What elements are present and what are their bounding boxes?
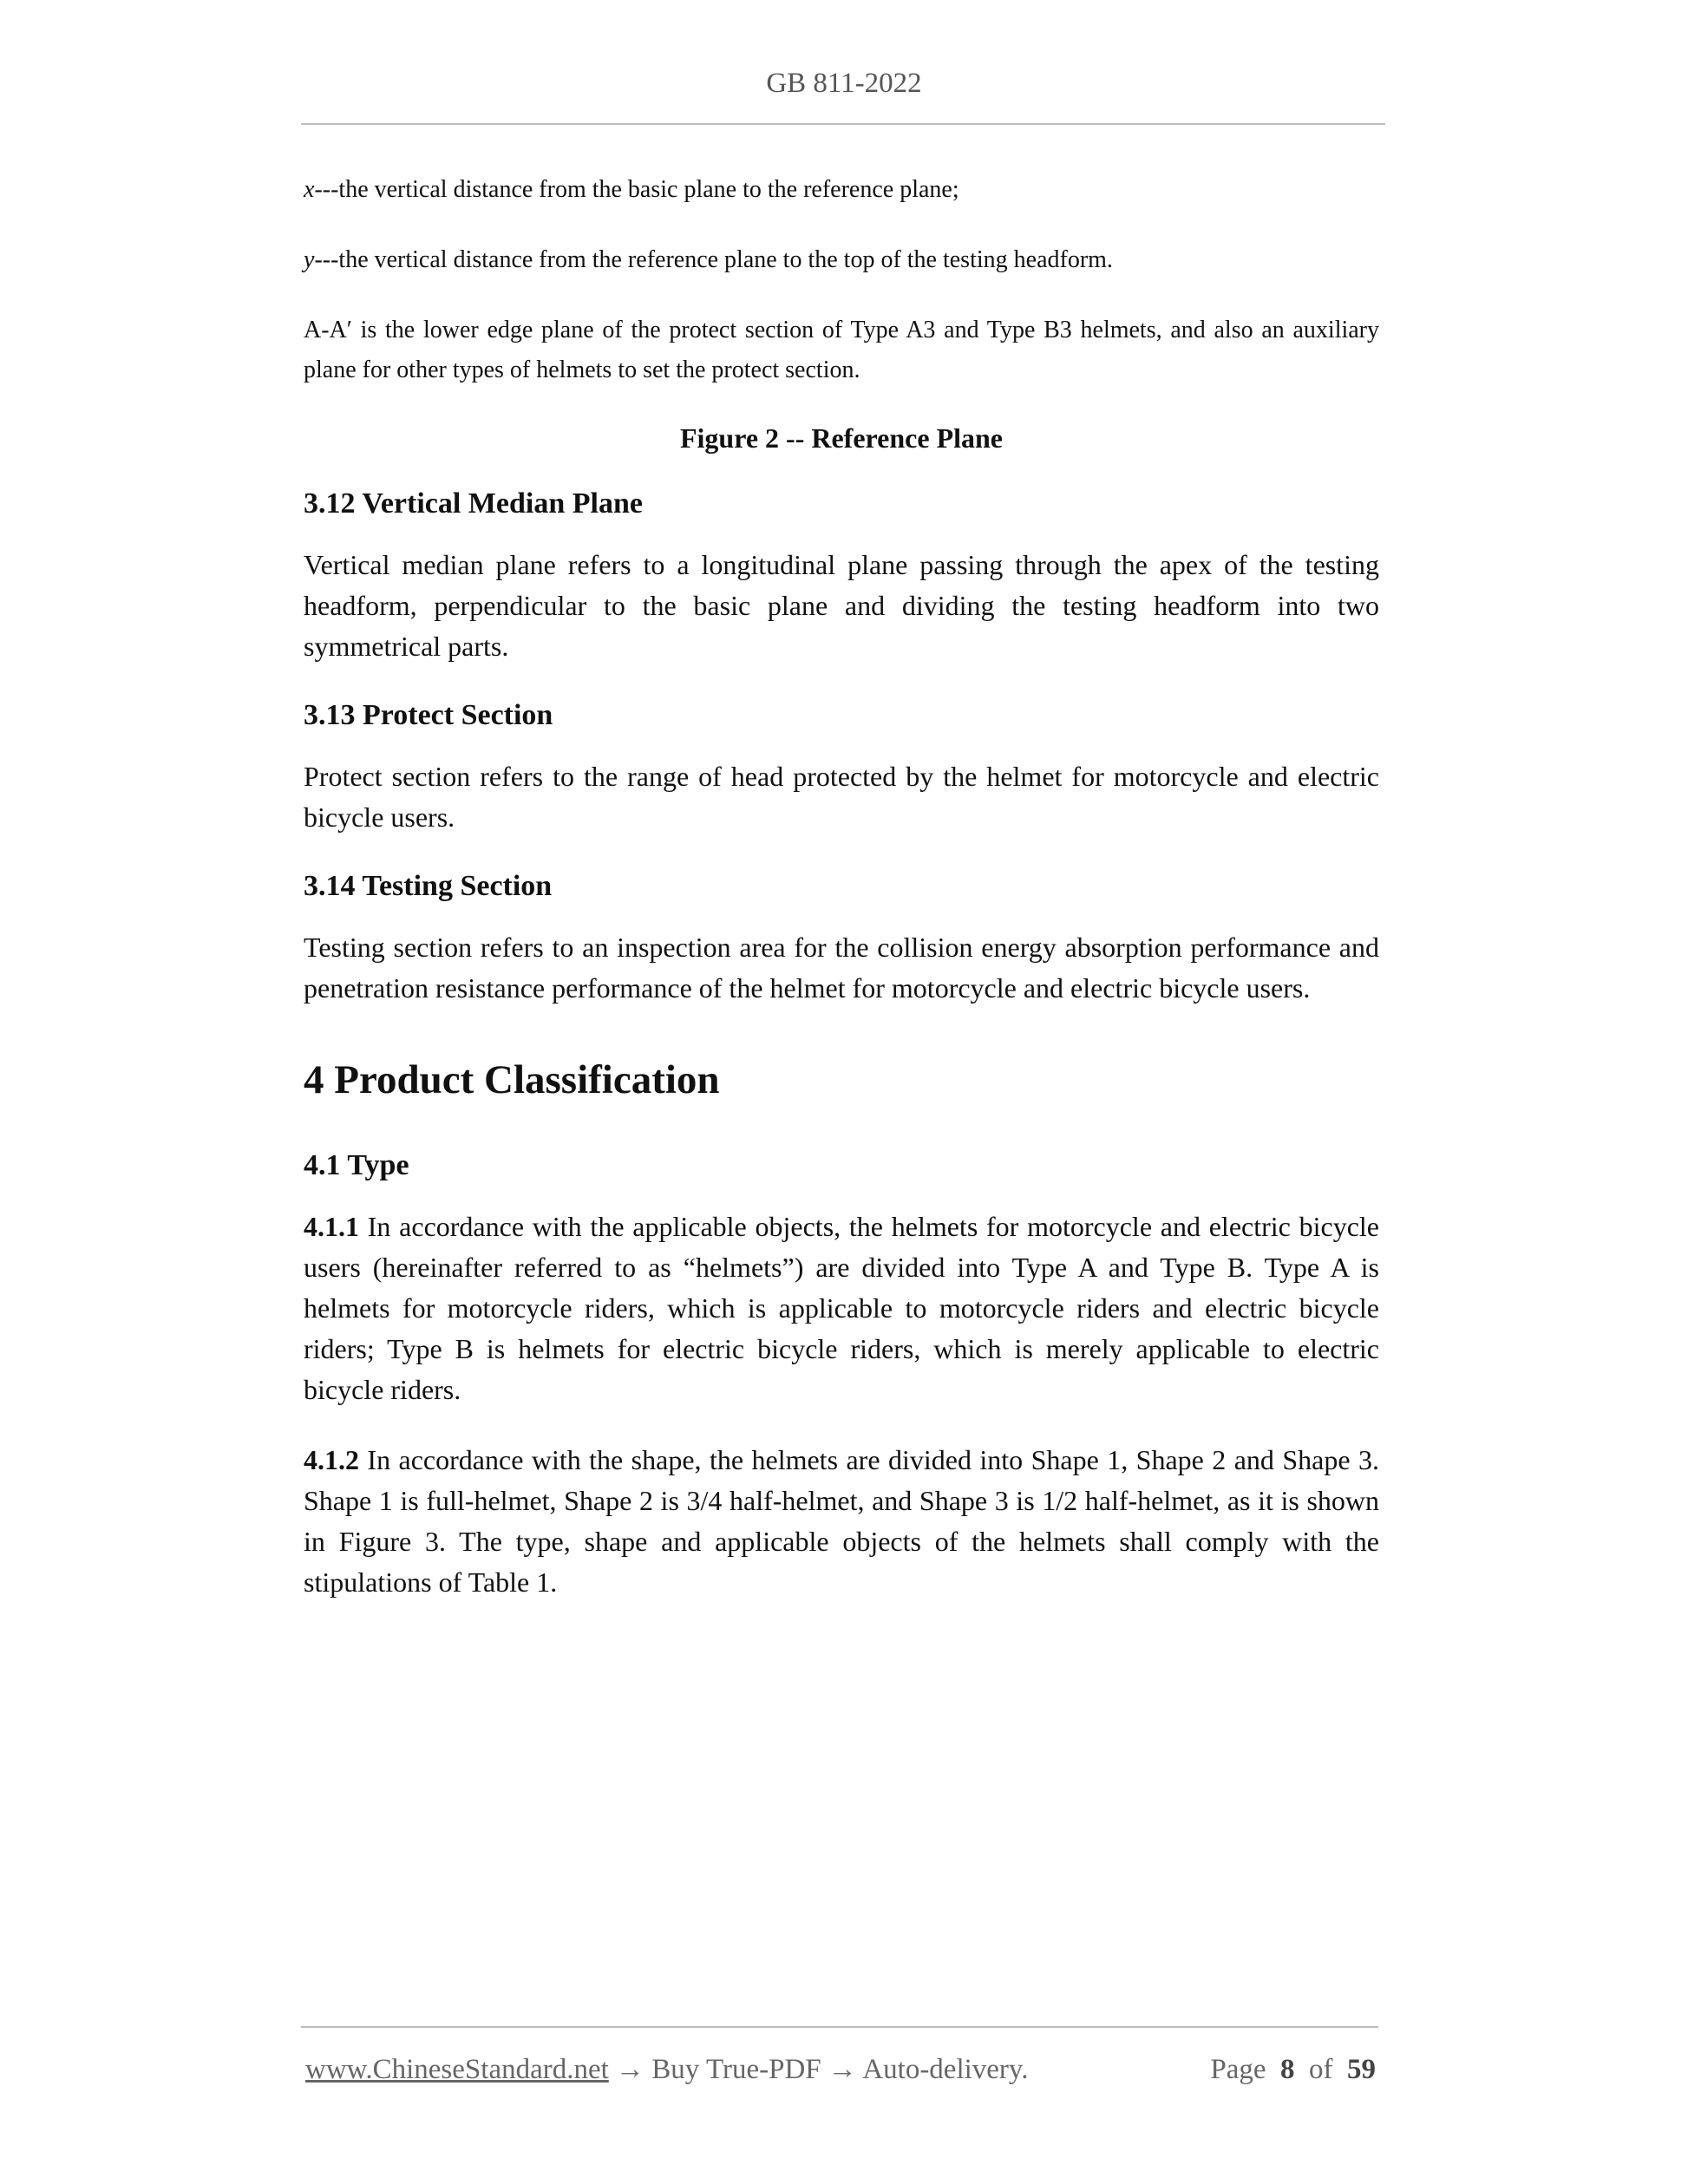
total-pages: 59 [1347, 2054, 1376, 2085]
x-variable-text: ---the vertical distance from the basic plane to the reference plane; [314, 176, 959, 203]
section-3-14-title: 3.14 Testing Section [304, 870, 553, 902]
y-variable-note [304, 240, 1379, 280]
arrow-right-icon: → [821, 2054, 863, 2085]
arrow-right-icon: → [608, 2054, 652, 2085]
header-divider [301, 123, 1385, 125]
clause-4-1-1-text: In accordance with the applicable objects, the helmets for motorcycle and electric bicycle users (hereinafter referred to as “helmets”) are divided into Type A and Type B. Type A is helmets for motorcycle riders, which is applicable to motorcycle riders and electric bicycle riders; Type B is helmets for electric bicycle riders, which is merely applicable to electric bicycle riders. [304, 1211, 1379, 1405]
clause-4-1-2-text: In accordance with the shape, the helmets are divided into Shape 1, Shape 2 and Shape 3. Shape 1 is full-helmet, Shape 2 is 3/4 half-helmet, and Shape 3 is 1/2 half-helmet, as it is shown in Figure 3. The type, shape and applicable objects of the helmets shall comply with the stipulations of Table 1. [304, 1444, 1379, 1598]
section-3-13-text: Protect section refers to the range of head protected by the helmet for motorcycle and electric bicycle users. [304, 761, 1379, 833]
section-4-1-title: 4.1 Type [304, 1149, 409, 1181]
clause-4-1-1 [304, 1206, 1379, 1410]
x-variable-note [304, 170, 1379, 210]
page-content [304, 170, 1379, 1603]
footer-divider [301, 2026, 1378, 2028]
y-variable: y [304, 246, 315, 273]
buy-pdf-text: Buy True-PDF [651, 2054, 821, 2085]
of-label: of [1309, 2054, 1333, 2085]
clause-4-1-1-number: 4.1.1 [304, 1211, 359, 1242]
page-label: Page [1210, 2054, 1266, 2085]
auto-delivery-text: Auto-delivery. [862, 2054, 1029, 2085]
aa-plane-note: A-A′ is the lower edge plane of the protect section of Type A3 and Type B3 helmets, and also an auxiliary plane for other types of helmets to set the protect section. [304, 317, 1379, 383]
section-3-13-title: 3.13 Protect Section [304, 699, 553, 731]
section-3-12-title: 3.12 Vertical Median Plane [304, 487, 643, 520]
footer-promo [305, 2054, 1029, 2086]
document-code: GB 811-2022 [766, 68, 922, 99]
clause-4-1-2-number: 4.1.2 [304, 1444, 359, 1475]
current-page: 8 [1280, 2054, 1295, 2085]
page-number [1210, 2054, 1376, 2086]
x-variable: x [304, 176, 315, 203]
figure-caption: Figure 2 -- Reference Plane [679, 422, 1003, 454]
clause-4-1-2 [304, 1440, 1379, 1603]
section-3-14-text: Testing section refers to an inspection area for the collision energy absorption performance and penetration resistance performance of the helmet for motorcycle and electric bicycle users. [304, 932, 1379, 1004]
site-link[interactable]: www.ChineseStandard.net [305, 2054, 609, 2085]
y-variable-text: ---the vertical distance from the reference plane to the top of the testing headform. [314, 246, 1113, 273]
section-3-12-text: Vertical median plane refers to a longitudinal plane passing through the apex of the testing headform, perpendicular to the basic plane and dividing the testing headform into two symmetrical parts. [304, 549, 1379, 662]
chapter-4-title: 4 Product Classification [304, 1057, 720, 1102]
page-header [304, 68, 1384, 100]
